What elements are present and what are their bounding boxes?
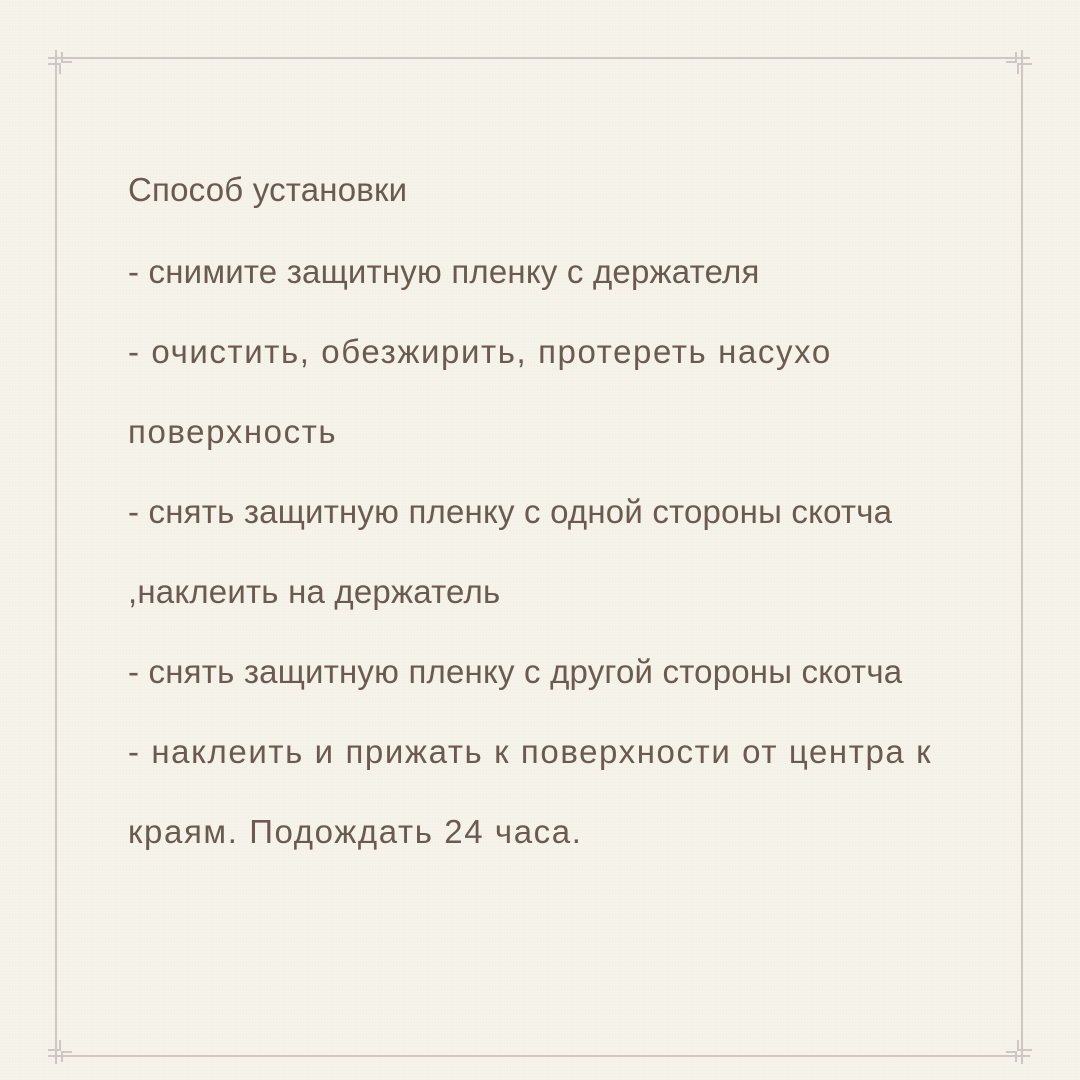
instruction-item-4: - снять защитную пленку с другой стороны скотча	[128, 653, 903, 690]
instruction-item-3: - снять защитную пленку с одной стороны скотча ,наклеить на держатель	[128, 493, 893, 610]
frame-corner-top-right	[1006, 50, 1032, 74]
instruction-item-2: - очистить, обезжирить, протереть насухо поверхность	[128, 333, 832, 450]
instructions-heading: Способ установки	[128, 171, 408, 208]
frame-corner-bottom-left	[48, 1040, 72, 1064]
instruction-item-1: - снимите защитную пленку с держателя	[128, 253, 760, 290]
instruction-item-5: - наклеить и прижать к поверхности от центра к краям. Подождать 24 часа.	[128, 733, 933, 850]
frame-corner-bottom-right	[1006, 1040, 1032, 1064]
frame-corner-top-left	[48, 50, 72, 74]
instructions-block	[128, 150, 948, 872]
